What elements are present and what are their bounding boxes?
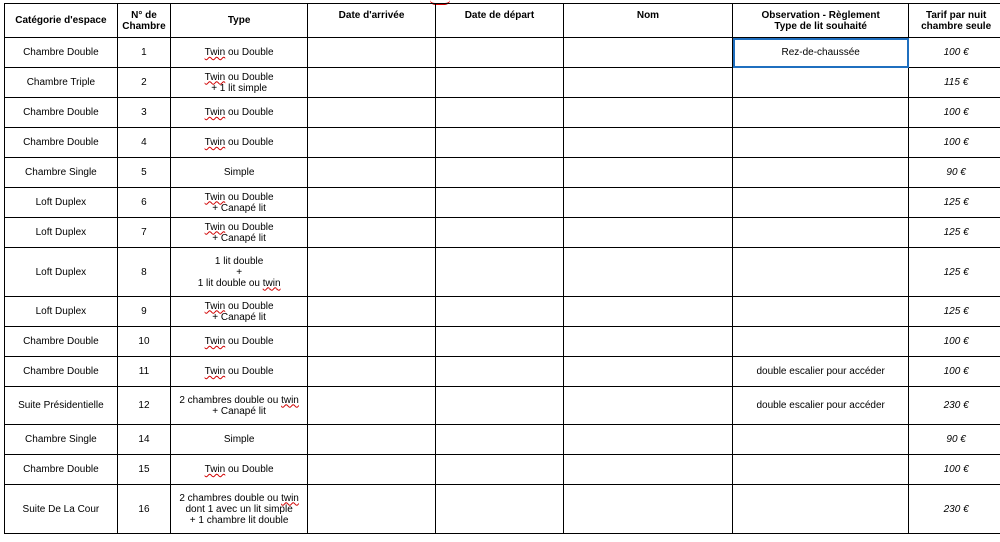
cell-type[interactable] (171, 357, 308, 387)
cell-arrival-date[interactable] (308, 485, 436, 534)
table-row (5, 68, 1000, 98)
cell-rate[interactable]: 90 € (909, 158, 1000, 188)
type-line: 2 chambres double ou twin (179, 492, 299, 504)
cell-category[interactable]: Chambre Double (5, 38, 118, 68)
cell-name[interactable] (563, 248, 732, 297)
type-line: Twin ou Double (204, 47, 274, 58)
table-row (5, 188, 1000, 218)
cell-departure-date[interactable] (435, 98, 563, 128)
cell-rate[interactable]: 100 € (909, 128, 1000, 158)
cell-rate[interactable]: 230 € (909, 485, 1000, 534)
type-line: + 1 chambre lit double (189, 514, 289, 526)
table-row (5, 387, 1000, 425)
cell-name[interactable] (563, 158, 732, 188)
cell-type[interactable] (171, 38, 308, 68)
type-line: dont 1 avec un lit simple (185, 503, 293, 515)
cell-type[interactable] (171, 387, 308, 425)
type-line: 2 chambres double ou twin (179, 394, 299, 406)
type-line: + Canapé lit (212, 311, 266, 323)
header-departure-date: Date de départ (435, 4, 563, 38)
cell-departure-date[interactable] (435, 128, 563, 158)
cell-name[interactable] (563, 485, 732, 534)
cell-name[interactable] (563, 455, 732, 485)
cell-category[interactable]: Suite Présidentielle (5, 387, 118, 425)
cell-departure-date[interactable] (435, 158, 563, 188)
type-line: Twin ou Double (204, 137, 274, 148)
cell-arrival-date[interactable] (308, 387, 436, 425)
type-line: Twin ou Double (204, 464, 274, 475)
cell-departure-date[interactable] (435, 425, 563, 455)
cell-departure-date[interactable] (435, 68, 563, 98)
cell-name[interactable] (563, 327, 732, 357)
cell-rate[interactable]: 100 € (909, 327, 1000, 357)
table-row (5, 158, 1000, 188)
cell-category[interactable]: Chambre Double (5, 128, 118, 158)
cell-room-number[interactable]: 16 (117, 485, 170, 534)
cell-rate[interactable]: 100 € (909, 98, 1000, 128)
cell-type[interactable] (171, 485, 308, 534)
cell-room-number[interactable]: 8 (117, 248, 170, 297)
table-row (5, 357, 1000, 387)
type-line: + (236, 266, 243, 278)
cell-category[interactable]: Chambre Double (5, 98, 118, 128)
cell-category[interactable]: Loft Duplex (5, 218, 118, 248)
cell-observation[interactable]: double escalier pour accéder (733, 387, 909, 425)
cell-room-number[interactable]: 12 (117, 387, 170, 425)
cell-rate[interactable]: 125 € (909, 188, 1000, 218)
cell-room-number[interactable]: 7 (117, 218, 170, 248)
table-row (5, 248, 1000, 297)
cell-rate[interactable]: 125 € (909, 248, 1000, 297)
cell-rate[interactable]: 100 € (909, 455, 1000, 485)
header-row (5, 4, 1000, 38)
cell-room-number[interactable]: 14 (117, 425, 170, 455)
cell-room-number[interactable]: 1 (117, 38, 170, 68)
cell-observation[interactable] (733, 485, 909, 534)
cell-type[interactable] (171, 188, 308, 218)
cell-arrival-date[interactable] (308, 158, 436, 188)
cell-type[interactable] (171, 98, 308, 128)
header-room-number: N° de Chambre (117, 4, 170, 38)
cell-observation[interactable]: double escalier pour accéder (733, 357, 909, 387)
header-arrival-date: Date d'arrivée (308, 4, 436, 38)
cell-name[interactable] (563, 128, 732, 158)
cell-departure-date[interactable] (435, 38, 563, 68)
cell-name[interactable] (563, 38, 732, 68)
cell-type[interactable] (171, 327, 308, 357)
header-observation: Observation - Règlement Type de lit souhaité (733, 4, 909, 38)
cell-type[interactable] (171, 455, 308, 485)
cell-name[interactable] (563, 425, 732, 455)
cell-category[interactable]: Loft Duplex (5, 188, 118, 218)
table-row (5, 98, 1000, 128)
cell-departure-date[interactable] (435, 455, 563, 485)
cell-name[interactable] (563, 387, 732, 425)
cell-rate[interactable]: 115 € (909, 68, 1000, 98)
type-line: 1 lit double (214, 255, 264, 267)
type-line: Twin ou Double (204, 191, 274, 203)
cell-arrival-date[interactable] (308, 98, 436, 128)
type-line: 1 lit double ou twin (197, 277, 281, 289)
cell-type[interactable] (171, 68, 308, 98)
type-line: + Canapé lit (212, 405, 266, 417)
type-line: Simple (223, 434, 255, 445)
cell-name[interactable] (563, 188, 732, 218)
cell-observation[interactable] (733, 297, 909, 327)
cell-observation[interactable] (733, 425, 909, 455)
cell-observation[interactable] (733, 248, 909, 297)
header-name: Nom (563, 4, 732, 38)
cell-type[interactable] (171, 218, 308, 248)
table-row (5, 455, 1000, 485)
cell-room-number[interactable]: 5 (117, 158, 170, 188)
cell-name[interactable] (563, 68, 732, 98)
cell-category[interactable]: Suite De La Cour (5, 485, 118, 534)
cell-arrival-date[interactable] (308, 248, 436, 297)
cell-observation[interactable] (733, 455, 909, 485)
type-line: Twin ou Double (204, 300, 274, 312)
table-row (5, 485, 1000, 534)
cell-observation[interactable] (733, 327, 909, 357)
type-line: Twin ou Double (204, 71, 274, 83)
cell-observation[interactable] (733, 218, 909, 248)
cell-rate[interactable]: 90 € (909, 425, 1000, 455)
type-line: Twin ou Double (204, 366, 274, 377)
type-line: + Canapé lit (212, 232, 266, 244)
cell-arrival-date[interactable] (308, 128, 436, 158)
type-line: Simple (223, 167, 255, 178)
cell-arrival-date[interactable] (308, 357, 436, 387)
header-category: Catégorie d'espace (5, 4, 118, 38)
cell-observation[interactable] (733, 188, 909, 218)
cell-type[interactable] (171, 297, 308, 327)
header-type: Type (171, 4, 308, 38)
cell-room-number[interactable]: 15 (117, 455, 170, 485)
cell-room-number[interactable]: 4 (117, 128, 170, 158)
cell-rate[interactable]: 100 € (909, 38, 1000, 68)
cell-departure-date[interactable] (435, 248, 563, 297)
cell-name[interactable] (563, 297, 732, 327)
type-line: + 1 lit simple (211, 82, 268, 94)
cell-room-number[interactable]: 11 (117, 357, 170, 387)
cell-departure-date[interactable] (435, 188, 563, 218)
cell-room-number[interactable]: 2 (117, 68, 170, 98)
cell-observation[interactable]: Rez-de-chaussée (733, 38, 909, 68)
table-row (5, 128, 1000, 158)
cell-category[interactable]: Chambre Double (5, 455, 118, 485)
cell-category[interactable]: Chambre Double (5, 327, 118, 357)
type-line: Twin ou Double (204, 221, 274, 233)
cell-observation[interactable] (733, 158, 909, 188)
cell-departure-date[interactable] (435, 357, 563, 387)
cell-departure-date[interactable] (435, 387, 563, 425)
cell-room-number[interactable]: 6 (117, 188, 170, 218)
cell-name[interactable] (563, 357, 732, 387)
cell-room-number[interactable]: 9 (117, 297, 170, 327)
header-rate: Tarif par nuit chambre seule (909, 4, 1000, 38)
room-booking-table (4, 3, 1000, 534)
cell-observation[interactable] (733, 128, 909, 158)
cell-rate[interactable]: 125 € (909, 218, 1000, 248)
cell-arrival-date[interactable] (308, 425, 436, 455)
cell-observation[interactable] (733, 68, 909, 98)
cell-rate[interactable]: 100 € (909, 357, 1000, 387)
cell-departure-date[interactable] (435, 218, 563, 248)
table-row (5, 218, 1000, 248)
cell-category[interactable]: Loft Duplex (5, 248, 118, 297)
cell-arrival-date[interactable] (308, 218, 436, 248)
cell-arrival-date[interactable] (308, 327, 436, 357)
type-line: + Canapé lit (212, 202, 266, 214)
cell-departure-date[interactable] (435, 297, 563, 327)
cell-category[interactable]: Chambre Single (5, 425, 118, 455)
cell-observation[interactable] (733, 98, 909, 128)
cell-room-number[interactable]: 3 (117, 98, 170, 128)
cell-departure-date[interactable] (435, 485, 563, 534)
cell-rate[interactable]: 125 € (909, 297, 1000, 327)
table-row (5, 327, 1000, 357)
cell-type[interactable] (171, 128, 308, 158)
cell-category[interactable]: Loft Duplex (5, 297, 118, 327)
type-line: Twin ou Double (204, 107, 274, 118)
cell-category[interactable]: Chambre Single (5, 158, 118, 188)
cell-rate[interactable]: 230 € (909, 387, 1000, 425)
cell-type[interactable] (171, 158, 308, 188)
type-line: Twin ou Double (204, 336, 274, 347)
cell-arrival-date[interactable] (308, 68, 436, 98)
cell-arrival-date[interactable] (308, 455, 436, 485)
cell-type[interactable] (171, 425, 308, 455)
cell-departure-date[interactable] (435, 327, 563, 357)
cell-name[interactable] (563, 218, 732, 248)
cell-arrival-date[interactable] (308, 38, 436, 68)
cell-room-number[interactable]: 10 (117, 327, 170, 357)
table-row (5, 425, 1000, 455)
table-row (5, 38, 1000, 68)
cell-arrival-date[interactable] (308, 297, 436, 327)
cell-category[interactable]: Chambre Double (5, 357, 118, 387)
cell-type[interactable] (171, 248, 308, 297)
table-row (5, 297, 1000, 327)
cell-arrival-date[interactable] (308, 188, 436, 218)
cell-category[interactable]: Chambre Triple (5, 68, 118, 98)
cell-name[interactable] (563, 98, 732, 128)
